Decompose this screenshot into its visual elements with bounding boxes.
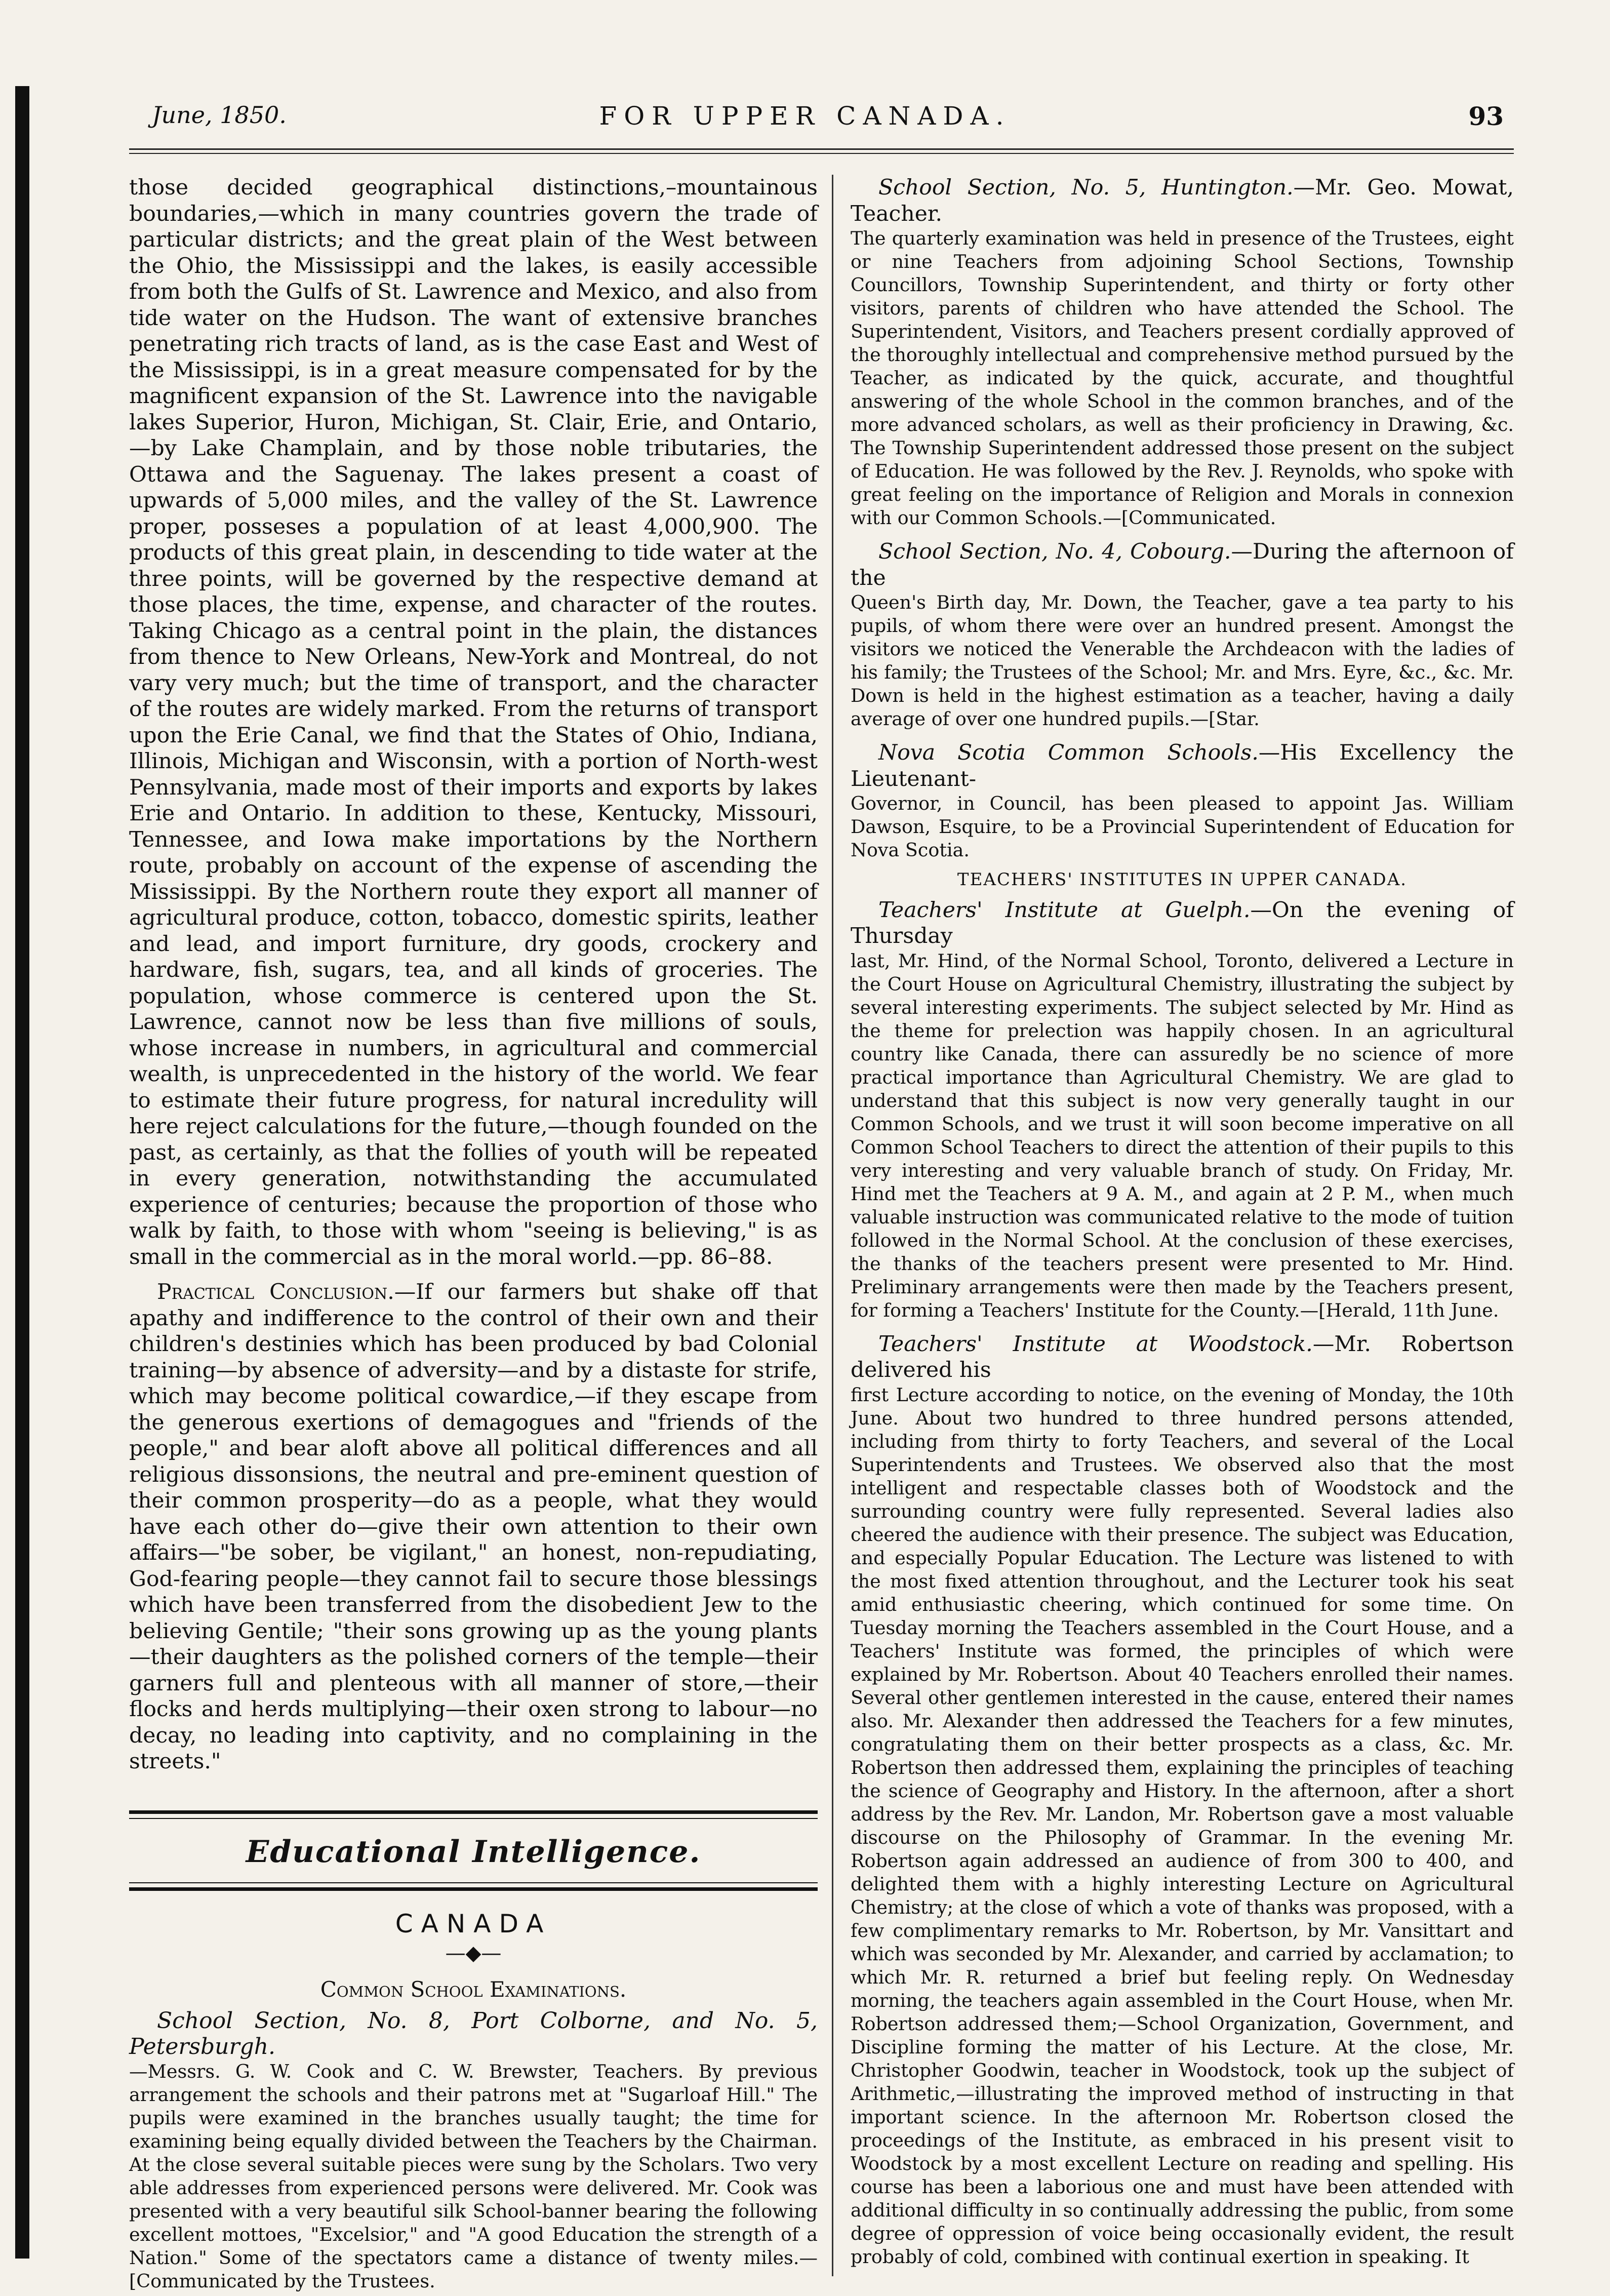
section-rule-top	[129, 1810, 818, 1814]
section-rule-bottom-thin	[129, 1882, 818, 1883]
institutes-heading: TEACHERS' INSTITUTES IN UPPER CANADA.	[957, 869, 1407, 890]
huntington-title: School Section, No. 5, Huntington.	[878, 175, 1294, 200]
header-rule-bottom	[129, 153, 1514, 154]
huntington-text: The quarterly examination was held in presence of the Trustees, eight or nine Teachers from adjoining School Sections, Township Councillors, Township Superintendent, and thirty or forty other visitors, parents of children who have attended the School. The Superintendent, Visitors, and Teachers present cordially approved of the thoroughly intellectual and comprehensive method pursued by the Teacher, as indicated by the quick, accurate, and thoughtful answering of the whole School in the common branches, and of the more advanced scholars, as well as their proficiency in Drawing, &c. The Township Superintendent addressed those present on the subject of Education. He was followed by the Rev. J. Reynolds, who spoke with great feeling on the importance of Religion and Morals in connexion with our Common Schools.—[Communicated.	[851, 227, 1514, 529]
woodstock-lead: —Mr. Robertson delivered his	[851, 1331, 1514, 1382]
section-title: Educational Intelligence.	[246, 1834, 701, 1870]
conclusion-text: —If our farmers but shake off that apathy and indifference to the control of their own and their children's destinies which has been produced by bad Colonial training—by absence of adversity—and by a distaste for strife, which may become political cowardice,—if they escape from the generous exertions of demagogues and "friends of the people," and bear aloft above all political differences and all religious dissonsions, the neutral and pre-eminent question of their common prosperity—do as a people, what they would have each other do—give their own attention to their own affairs—"be sober, be vigilant," an honest, non-repudiating, God-fearing people—they cannot fail to secure those blessings which have been transferred from the disobedient Jew to the believing Gentile; "their sons growing up as the young plants—their daughters as the polished corners of the temple—their garners full and plenteous with all manner of store,—their flocks and herds multiplying—their oxen strong to labour—no decay, no leading into captivity, and no complaining in the streets."	[129, 1280, 818, 1774]
section-rule-top-thin	[129, 1818, 818, 1819]
woodstock-text: first Lecture according to notice, on the evening of Monday, the 10th June. About two hundred to three hundred persons attended, including from thirty to forty Teachers, and several of the Local Superintendents and Trustees. We observed also that the most intelligent and respectable classes both of Woodstock and the surrounding country were fully represented. Several ladies also cheered the audience with their presence. The subject was Education, and especially Popular Education. The Lecture was listened to with the most fixed attention throughout, and the Lecturer took his seat amid enthusiastic cheering, which continued for some time. On Tuesday morning the Teachers assembled in the Court House, and a Teachers' Institute was formed, the principles of which were explained by Mr. Robertson. About 40 Teachers enrolled their names. Several other gentlemen interested in the cause, entered their names also. Mr. Alexander then addressed the Teachers for a few minutes, congratulating them on their better prospects as a class, &c. Mr. Robertson then addressed them, explaining the principles of teaching the science of Geography and History. In the afternoon, after a short address by the Rev. Mr. Landon, Mr. Robertson gave a most valuable discourse on the Philosophy of Grammar. In the evening Mr. Robertson again addressed an audience of from 300 to 400, and delighted them with a highly interesting Lecture on Agricultural Chemistry; at the close of which a vote of thanks was proposed, with a few complimentary remarks to Mr. Robertson, by Mr. Vansittart and which was seconded by Mr. Alexander, and carried by acclamation; to which Mr. R. returned a brief but feeling reply. On Wednesday morning, the teachers again assembled in the Court House, when Mr. Robertson addressed them;—School Organization, Government, and Discipline forming the matter of his Lecture. At the close, Mr. Christopher Goodwin, teacher in Woodstock, took up the subject of Arithmetic,—illustrating the improved method of instructing in that important science. In the afternoon Mr. Robertson closed the proceedings of the Institute, as embraced in his present visit to Woodstock by a most excellent Lecture on reading and spelling. His course has been a laborious one and must have been attended with additional difficulty in so continually addressing the public, from some degree of oppression of voice being occasionally evident, the result probably of cold, combined with continual exertion in speaking. It	[851, 1383, 1514, 2268]
cobourg-heading	[851, 539, 1514, 591]
left-column	[129, 175, 818, 2293]
column-divider	[832, 175, 833, 2276]
header-title: FOR UPPER CANADA.	[599, 101, 1011, 131]
nova-scotia-title: Nova Scotia Common Schools.	[878, 740, 1259, 765]
header-date: June, 1850.	[152, 101, 287, 129]
section-rule-bottom	[129, 1887, 818, 1891]
conclusion-label: Practical Conclusion.	[157, 1280, 394, 1304]
article-paragraph: those decided geographical distinctions,–mountainous boundaries,—which in many countries govern the trade of particular districts; and the great plain of the West between the Ohio, the Mississippi and the lakes, is easily accessible from both the Gulfs of St. Lawrence and Mexico, and also from tide water on the Hudson. The want of extensive branches penetrating rich tracts of land, as is the case East and West of the Mississippi, is in a great measure compensated for by the magnificent expansion of the St. Lawrence into the navigable lakes Superior, Huron, Michigan, St. Clair, Erie, and Ontario,—by Lake Champlain, and by those noble tributaries, the Ottawa and the Saguenay. The lakes present a coast of upwards of 5,000 miles, and the valley of the St. Lawrence proper, posseses a population of at least 4,000,900. The products of this great plain, in descending to tide water at the three points, will be governed by the respective demand at those places, the time, expense, and character of the routes. Taking Chicago as a central point in the plain, the distances from thence to New Orleans, New-York and Montreal, do not vary very much; but the time of transport, and the character of the routes are widely marked. From the returns of transport upon the Erie Canal, we find that the States of Ohio, Indiana, Illinois, Michigan and Wisconsin, with a portion of North-west Pennsylvania, made most of their imports and exports by lakes Erie and Ontario. In addition to these, Kentucky, Missouri, Tennessee, and Iowa make importations by the Northern route, probably on account of the expense of ascending the Mississippi. By the Northern route they export all manner of agricultural produce, cotton, tobacco, domestic spirits, leather and lead, and import furniture, dry goods, crockery and hardware, fish, sugars, tea, and all kinds of groceries. The population, whose commerce is centered upon the St. Lawrence, cannot now be less than five millions of souls, whose increase in numbers, in agricultural and commercial wealth, is unprecedented in the history of the world. We fear to estimate their future progress, for natural incredulity will here reject calculations for the future,—though founded on the past, as certainly, as that the follies of youth will be repeated in every generation, notwithstanding the accumulated experience of centuries; because the proportion of those who walk by faith, to those with whom "seeing is believing," is as small in the commercial as in the moral world.—pp. 86–88.	[129, 175, 818, 1270]
page-header	[76, 101, 1534, 142]
nova-scotia-lead: —His Excellency the Lieutenant-	[851, 740, 1514, 791]
practical-conclusion-paragraph	[129, 1279, 818, 1775]
header-page-number: 93	[1468, 101, 1504, 131]
petersburgh-title: School Section, No. 8, Port Colborne, and No. 5, Petersburgh.	[129, 2007, 818, 2060]
canada-heading: CANADA	[395, 1909, 552, 1938]
woodstock-title: Teachers' Institute at Woodstock.	[878, 1331, 1313, 1357]
woodstock-heading	[851, 1331, 1514, 1383]
binding-edge-bar	[15, 86, 29, 2259]
cobourg-text: Queen's Birth day, Mr. Down, the Teacher, gave a tea party to his pupils, of whom there were over an hundred present. Amongst the visitors we noticed the Venerable the Archdeacon with the ladies of his family; the Trustees of the School; Mr. and Mrs. Eyre, &c., &c. Mr. Down is held in the highest estimation as a teacher, having a daily average of over one hundred pupils.—[Star.	[851, 591, 1514, 730]
cobourg-lead: —During the afternoon of the	[851, 539, 1514, 590]
flourish-ornament: —◆—	[445, 1941, 502, 1965]
cobourg-title: School Section, No. 4, Cobourg.	[878, 539, 1231, 564]
huntington-heading	[851, 175, 1514, 227]
guelph-lead: —On the evening of Thursday	[851, 897, 1514, 948]
header-rule-top	[129, 148, 1514, 150]
exam-heading: Common School Examinations.	[320, 1977, 627, 2002]
nova-scotia-text: Governor, in Council, has been pleased to appoint Jas. William Dawson, Esquire, to be a Provincial Superintendent of Education for Nova Scotia.	[851, 793, 1514, 861]
guelph-text: last, Mr. Hind, of the Normal School, Toronto, delivered a Lecture in the Court House on Agricultural Chemistry, illustrating the subject by several interesting experiments. The subject selected by Mr. Hind as the theme for prelection was happily chosen. In an agricultural country like Canada, there can assuredly be no science of more practical importance than Agricultural Chemistry. We are glad to understand that this subject is now very generally taught in our Common Schools, and we trust it will soon become imperative on all Common School Teachers to direct the attention of their pupils to this very interesting and very valuable branch of study. On Friday, Mr. Hind met the Teachers at 9 A. M., and again at 2 P. M., when much valuable instruction was communicated relative to the mode of tuition followed in the Normal School. At the conclusion of these exercises, the thanks of the teachers present were presented to Mr. Hind. Preliminary arrangements were then made by the Teachers present, for forming a Teachers' Institute for the County.—[Herald, 11th June.	[851, 949, 1514, 1321]
petersburgh-text: —Messrs. G. W. Cook and C. W. Brewster, Teachers. By previous arrangement the schools and their patrons met at "Sugarloaf Hill." The pupils were examined in the branches usually taught; the time for examining being equally divided between the Teachers by the Chairman. At the close several suitable pieces were sung by the Scholars. Two very able addresses from experienced persons were delivered. Mr. Cook was presented with a very beautiful silk School-banner bearing the following excellent mottoes, "Excelsior," and "A good Education the strength of a Nation." Some of the spectators came a distance of twenty miles.—[Communicated by the Trustees.	[129, 2060, 818, 2292]
huntington-lead: —Mr. Geo. Mowat, Teacher.	[851, 175, 1514, 226]
guelph-title: Teachers' Institute at Guelph.	[878, 897, 1251, 923]
right-column	[851, 175, 1514, 2269]
nova-scotia-heading	[851, 740, 1514, 792]
guelph-heading	[851, 897, 1514, 949]
